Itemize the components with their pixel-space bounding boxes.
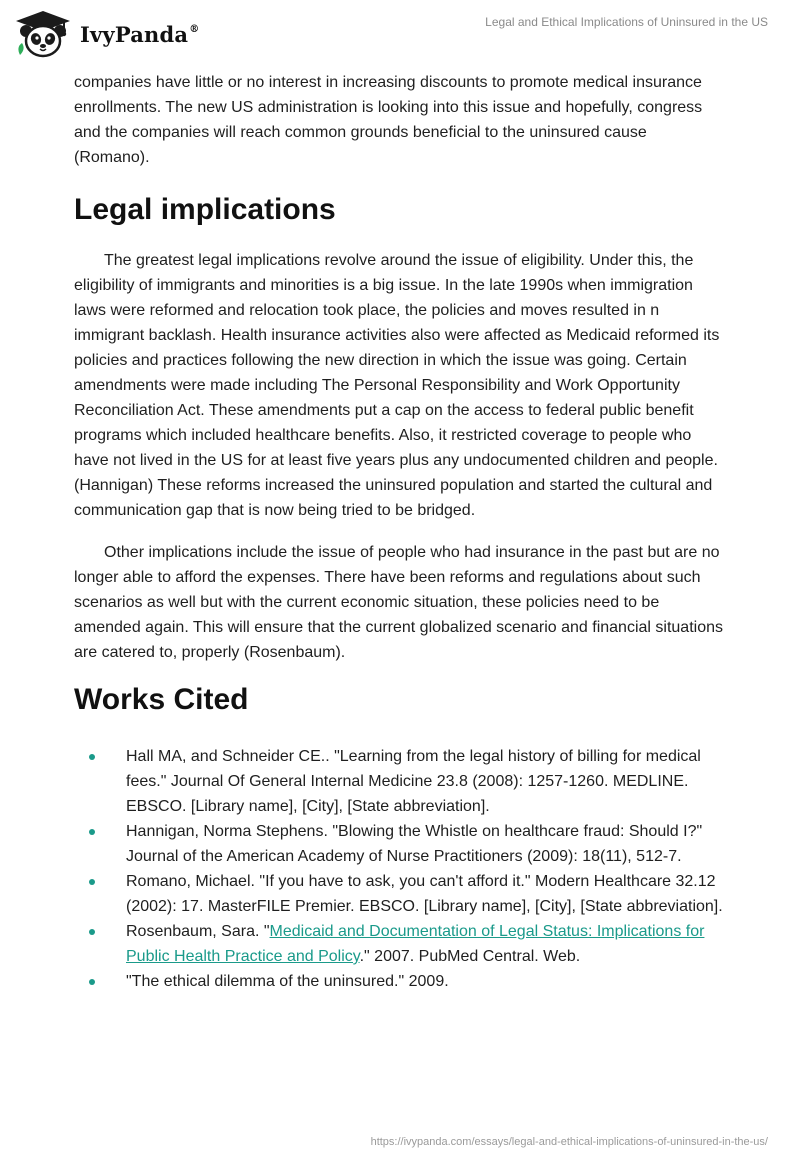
citation-link[interactable]: Medicaid and Documentation of Legal Status: Implications for Public Health Practice and Policy — [126, 923, 705, 965]
essay-content — [74, 70, 726, 994]
document-title: Legal and Ethical Implications of Uninsured in the US — [485, 15, 768, 29]
legal-paragraph-2: Other implications include the issue of people who had insurance in the past but are no longer able to afford the expenses. There have been reforms and regulations about such scenarios as well but with the current economic situation, these policies need to be amended again. This will ensure that the current globalized scenario and financial situations are catered to, properly (Rosenbaum). — [74, 544, 723, 661]
bullet-icon — [89, 929, 95, 935]
footer-url: https://ivypanda.com/essays/legal-and-ethical-implications-of-uninsured-in-the-us/ — [370, 1136, 768, 1148]
citation-text: Hannigan, Norma Stephens. "Blowing the Whistle on healthcare fraud: Should I?" Journal of the American Academy of Nurse Practitioners (2009): 18(11), 512-7. — [126, 823, 703, 865]
bullet-icon — [89, 879, 95, 885]
legal-implications-heading: Legal implications — [74, 193, 336, 226]
panda-graduate-icon — [14, 9, 72, 59]
citation-item — [74, 744, 726, 819]
brand-name: IvyPanda® — [80, 21, 200, 47]
citation-text: Hall MA, and Schneider CE.. "Learning from the legal history of billing for medical fees." Journal Of General Internal Medicine 23.8 (2008): 1257-1260. MEDLINE. EBSCO. [Library name], [City], [State abbreviation]. — [126, 748, 701, 815]
ivypanda-logo[interactable] — [14, 8, 204, 60]
page-header — [0, 0, 800, 70]
works-cited-list — [74, 744, 726, 994]
citation-prefix: Rosenbaum, Sara. " — [126, 923, 270, 940]
citation-item — [74, 869, 726, 919]
intro-paragraph: companies have little or no interest in increasing discounts to promote medical insurance enrollments. The new US administration is looking into this issue and hopefully, congress and the companies will reach common grounds beneficial to the uninsured cause (Romano). — [74, 74, 703, 166]
bullet-icon — [89, 754, 95, 760]
citation-text: "The ethical dilemma of the uninsured." 2009. — [126, 973, 449, 990]
bullet-icon — [89, 829, 95, 835]
legal-paragraph-1: The greatest legal implications revolve around the issue of eligibility. Under this, the eligibility of immigrants and minorities is a big issue. In the late 1990s when immigration laws were reformed and relocation took place, the policies and moves resulted in n immigrant backlash. Health insurance activities also were affected as Medicaid reformed its policies and practices following the new direction in which the issue was going. Certain amendments were made including The Personal Responsibility and Work Opportunity Reconciliation Act. These amendments put a cap on the access to federal public benefit programs which included healthcare benefits. Also, it restricted coverage to people who have not lived in the US for at least five years plus any undocumented children and people. (Hannigan) These reforms increased the uninsured population and started the cultural and communication gap that is now being tried to be bridged. — [74, 252, 720, 519]
citation-text: Romano, Michael. "If you have to ask, you can't afford it." Modern Healthcare 32.12 (2002): 17. MasterFILE Premier. EBSCO. [Library name], [City], [State abbreviation]. — [126, 873, 723, 915]
bullet-icon — [89, 979, 95, 985]
works-cited-heading: Works Cited — [74, 683, 249, 716]
citation-item — [74, 819, 726, 869]
citation-item — [74, 969, 726, 994]
citation-suffix: ." 2007. PubMed Central. Web. — [359, 948, 581, 965]
citation-item — [74, 919, 726, 969]
